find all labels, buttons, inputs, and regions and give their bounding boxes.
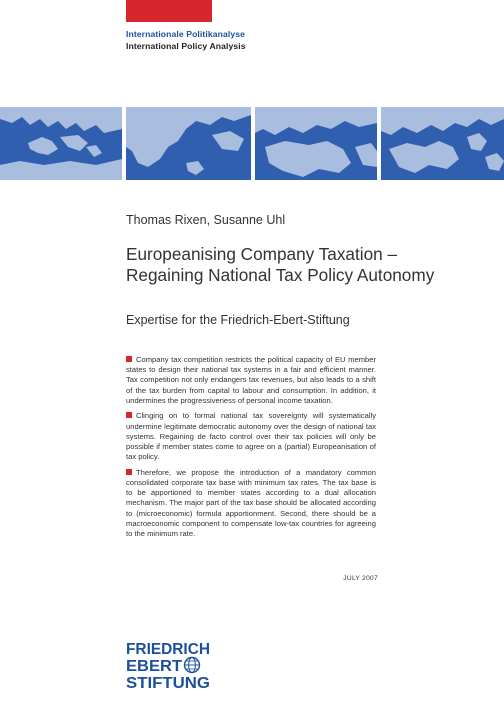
logo-line-1: FRIEDRICH xyxy=(126,641,210,658)
document-title-line-1: Europeanising Company Taxation – xyxy=(126,244,398,264)
red-square-bullet-icon xyxy=(126,412,132,418)
logo-line-3: STIFTUNG xyxy=(126,675,210,692)
abstract-paragraph xyxy=(126,468,376,539)
logo-line-2: EBERT xyxy=(126,658,183,675)
red-square-bullet-icon xyxy=(126,356,132,362)
europe-map-icon xyxy=(0,107,122,180)
abstract-paragraph-text: Company tax competition restricts the political capacity of EU member states to design their national tax systems in a fair and efficient manner. Tax competition not only endangers tax revenues, but also leads to a shift of the tax burden from capital to labour and consumption. In addition, it undermines the progressiveness of personal income taxation. xyxy=(126,355,376,405)
header-red-bar xyxy=(126,0,212,22)
abstract-paragraph-text: Clinging on to formal national tax sovereignty will systematically undermine legitimate democratic autonomy over the design of national tax systems. Regaining de facto control over their tax policies will only be possible if member states come to agree on a (partial) Europeanisation of tax policy. xyxy=(126,411,376,462)
fes-globe-icon xyxy=(185,658,200,673)
red-square-bullet-icon xyxy=(126,469,132,475)
series-title-english: International Policy Analysis xyxy=(126,41,246,51)
series-title-german: Internationale Politikanalyse xyxy=(126,29,245,39)
middle-east-map-icon xyxy=(255,107,377,180)
abstract xyxy=(126,355,376,545)
document-subtitle: Expertise for the Friedrich-Ebert-Stiftung xyxy=(126,313,350,327)
document-title xyxy=(126,244,486,286)
abstract-paragraph-text: Therefore, we propose the introduction of a mandatory common consolidated corporate tax base with minimum tax rates. The tax base is to be apportioned to member states according to a dual allocation mechanism. The major part of the tax base should be allocated according to (microeconomic) formula apportionment. Second, there should be a macroeconomic component to compensate low-tax countries for agreeing to the minimum rate. xyxy=(126,467,376,539)
fes-logo xyxy=(126,638,216,694)
document-title-line-2: Regaining National Tax Policy Autonomy xyxy=(126,265,435,285)
map-band xyxy=(0,107,504,180)
north-america-map-icon xyxy=(126,107,251,180)
abstract-paragraph xyxy=(126,411,376,462)
asia-map-icon xyxy=(381,107,504,180)
document-authors: Thomas Rixen, Susanne Uhl xyxy=(126,213,286,227)
publication-date: JULY 2007 xyxy=(343,575,378,582)
abstract-paragraph xyxy=(126,355,376,406)
